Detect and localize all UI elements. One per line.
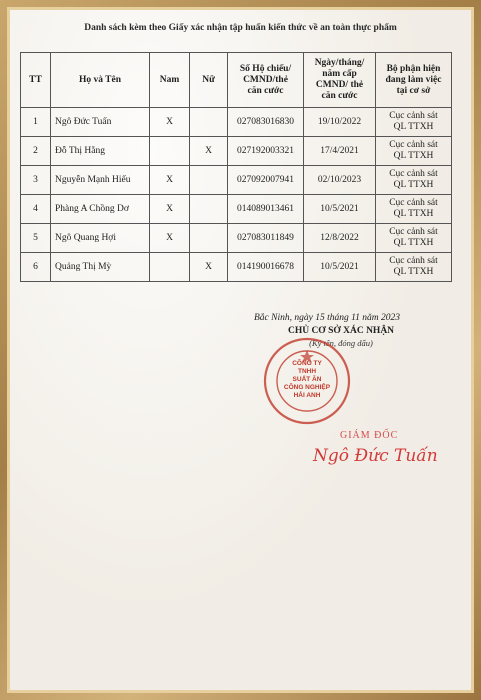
cell-name: Phàng A Chồng Dơ bbox=[51, 195, 150, 224]
cell-female bbox=[190, 195, 228, 224]
cell-male: X bbox=[150, 224, 190, 253]
table-row bbox=[21, 137, 452, 166]
cell-dept bbox=[376, 253, 452, 282]
cell-tt: 6 bbox=[21, 253, 51, 282]
table-header-row bbox=[21, 53, 452, 108]
cell-date: 02/10/2023 bbox=[304, 166, 376, 195]
cell-dept-line: Cục cảnh sát bbox=[389, 227, 438, 237]
cell-dept-line: QL TTXH bbox=[393, 151, 434, 161]
cell-date: 12/8/2022 bbox=[304, 224, 376, 253]
cell-dept-line: QL TTXH bbox=[393, 267, 434, 277]
trainee-table bbox=[20, 52, 452, 282]
header-dept-line: Bộ phận hiện bbox=[386, 63, 441, 74]
cell-name: Ngô Quang Hợi bbox=[51, 224, 150, 253]
header-id bbox=[228, 53, 304, 108]
header-id-line: căn cước bbox=[247, 85, 284, 96]
header-date-line: Ngày/tháng/ bbox=[314, 58, 365, 68]
table-row bbox=[21, 253, 452, 282]
cell-male: X bbox=[150, 108, 190, 137]
director-position: GIÁM ĐỐC bbox=[340, 430, 399, 441]
table-row bbox=[21, 108, 452, 137]
stamp-line: TNHH bbox=[297, 368, 317, 375]
cell-dept bbox=[376, 137, 452, 166]
cell-male bbox=[150, 137, 190, 166]
header-male: Nam bbox=[150, 53, 190, 108]
cell-male: X bbox=[150, 195, 190, 224]
signer-name: Ngô Đức Tuấn bbox=[313, 446, 438, 466]
header-dept bbox=[376, 53, 452, 108]
table-row bbox=[21, 166, 452, 195]
stamp-text bbox=[262, 360, 352, 400]
cell-tt: 3 bbox=[21, 166, 51, 195]
header-date-line: CMND/ thẻ bbox=[315, 80, 364, 90]
cell-id: 014190016678 bbox=[228, 253, 304, 282]
header-id-line: Số Hộ chiếu/ bbox=[239, 63, 292, 74]
cell-name: Ngô Đức Tuấn bbox=[51, 108, 150, 137]
cell-date: 10/5/2021 bbox=[304, 195, 376, 224]
cell-id: 027083011849 bbox=[228, 224, 304, 253]
cell-tt: 2 bbox=[21, 137, 51, 166]
header-date-line: căn cước bbox=[321, 91, 358, 101]
signature-title: CHỦ CƠ SỞ XÁC NHẬN bbox=[287, 326, 395, 336]
cell-id: 027092007941 bbox=[228, 166, 304, 195]
cell-dept-line: Cục cảnh sát bbox=[389, 256, 438, 266]
cell-id: 014089013461 bbox=[228, 195, 304, 224]
stamp-line: CÔNG NGHIỆP bbox=[283, 384, 331, 391]
cell-name: Đỗ Thị Hằng bbox=[51, 137, 150, 166]
cell-female bbox=[190, 166, 228, 195]
cell-male: X bbox=[150, 166, 190, 195]
cell-name: Nguyễn Mạnh Hiếu bbox=[51, 166, 150, 195]
header-date bbox=[304, 53, 376, 108]
cell-id: 027083016830 bbox=[228, 108, 304, 137]
stamp-line: SUẤT ĂN bbox=[292, 376, 322, 383]
header-name: Họ và Tên bbox=[51, 53, 150, 108]
table-row bbox=[21, 195, 452, 224]
cell-tt: 5 bbox=[21, 224, 51, 253]
header-date-line: năm cấp bbox=[322, 69, 357, 79]
cell-female bbox=[190, 108, 228, 137]
header-female: Nữ bbox=[190, 53, 228, 108]
cell-date: 10/5/2021 bbox=[304, 253, 376, 282]
header-dept-line: tại cơ sở bbox=[396, 85, 431, 96]
signature-note: (Ký tên, đóng dấu) bbox=[309, 338, 373, 348]
cell-dept bbox=[376, 195, 452, 224]
cell-dept-line: Cục cảnh sát bbox=[389, 198, 438, 208]
cell-id: 027192003321 bbox=[228, 137, 304, 166]
cell-female bbox=[190, 224, 228, 253]
header-dept-line: đang làm việc bbox=[385, 74, 442, 85]
cell-name: Quảng Thị Mỳ bbox=[51, 253, 150, 282]
cell-dept-line: QL TTXH bbox=[393, 122, 434, 132]
document-title: Danh sách kèm theo Giấy xác nhận tập huấn kiến thức về an toàn thực phẩm bbox=[84, 23, 397, 33]
cell-dept bbox=[376, 166, 452, 195]
header-tt: TT bbox=[21, 53, 51, 108]
cell-dept-line: Cục cảnh sát bbox=[389, 140, 438, 150]
cell-dept-line: Cục cảnh sát bbox=[389, 169, 438, 179]
cell-dept-line: QL TTXH bbox=[393, 180, 434, 190]
cell-date: 19/10/2022 bbox=[304, 108, 376, 137]
stamp-line: CÔNG TY bbox=[292, 360, 322, 367]
cell-tt: 4 bbox=[21, 195, 51, 224]
cell-female: X bbox=[190, 137, 228, 166]
stamp-line: HẢI ANH bbox=[293, 392, 321, 399]
cell-dept-line: QL TTXH bbox=[393, 209, 434, 219]
header-id-line: CMND/thẻ bbox=[243, 74, 288, 85]
cell-dept-line: QL TTXH bbox=[393, 238, 434, 248]
cell-dept bbox=[376, 224, 452, 253]
cell-date: 17/4/2021 bbox=[304, 137, 376, 166]
cell-male bbox=[150, 253, 190, 282]
table-row bbox=[21, 224, 452, 253]
cell-female: X bbox=[190, 253, 228, 282]
place-date: Bắc Ninh, ngày 15 tháng 11 năm 2023 bbox=[254, 313, 401, 323]
cell-tt: 1 bbox=[21, 108, 51, 137]
cell-dept-line: Cục cảnh sát bbox=[389, 111, 438, 121]
cell-dept bbox=[376, 108, 452, 137]
